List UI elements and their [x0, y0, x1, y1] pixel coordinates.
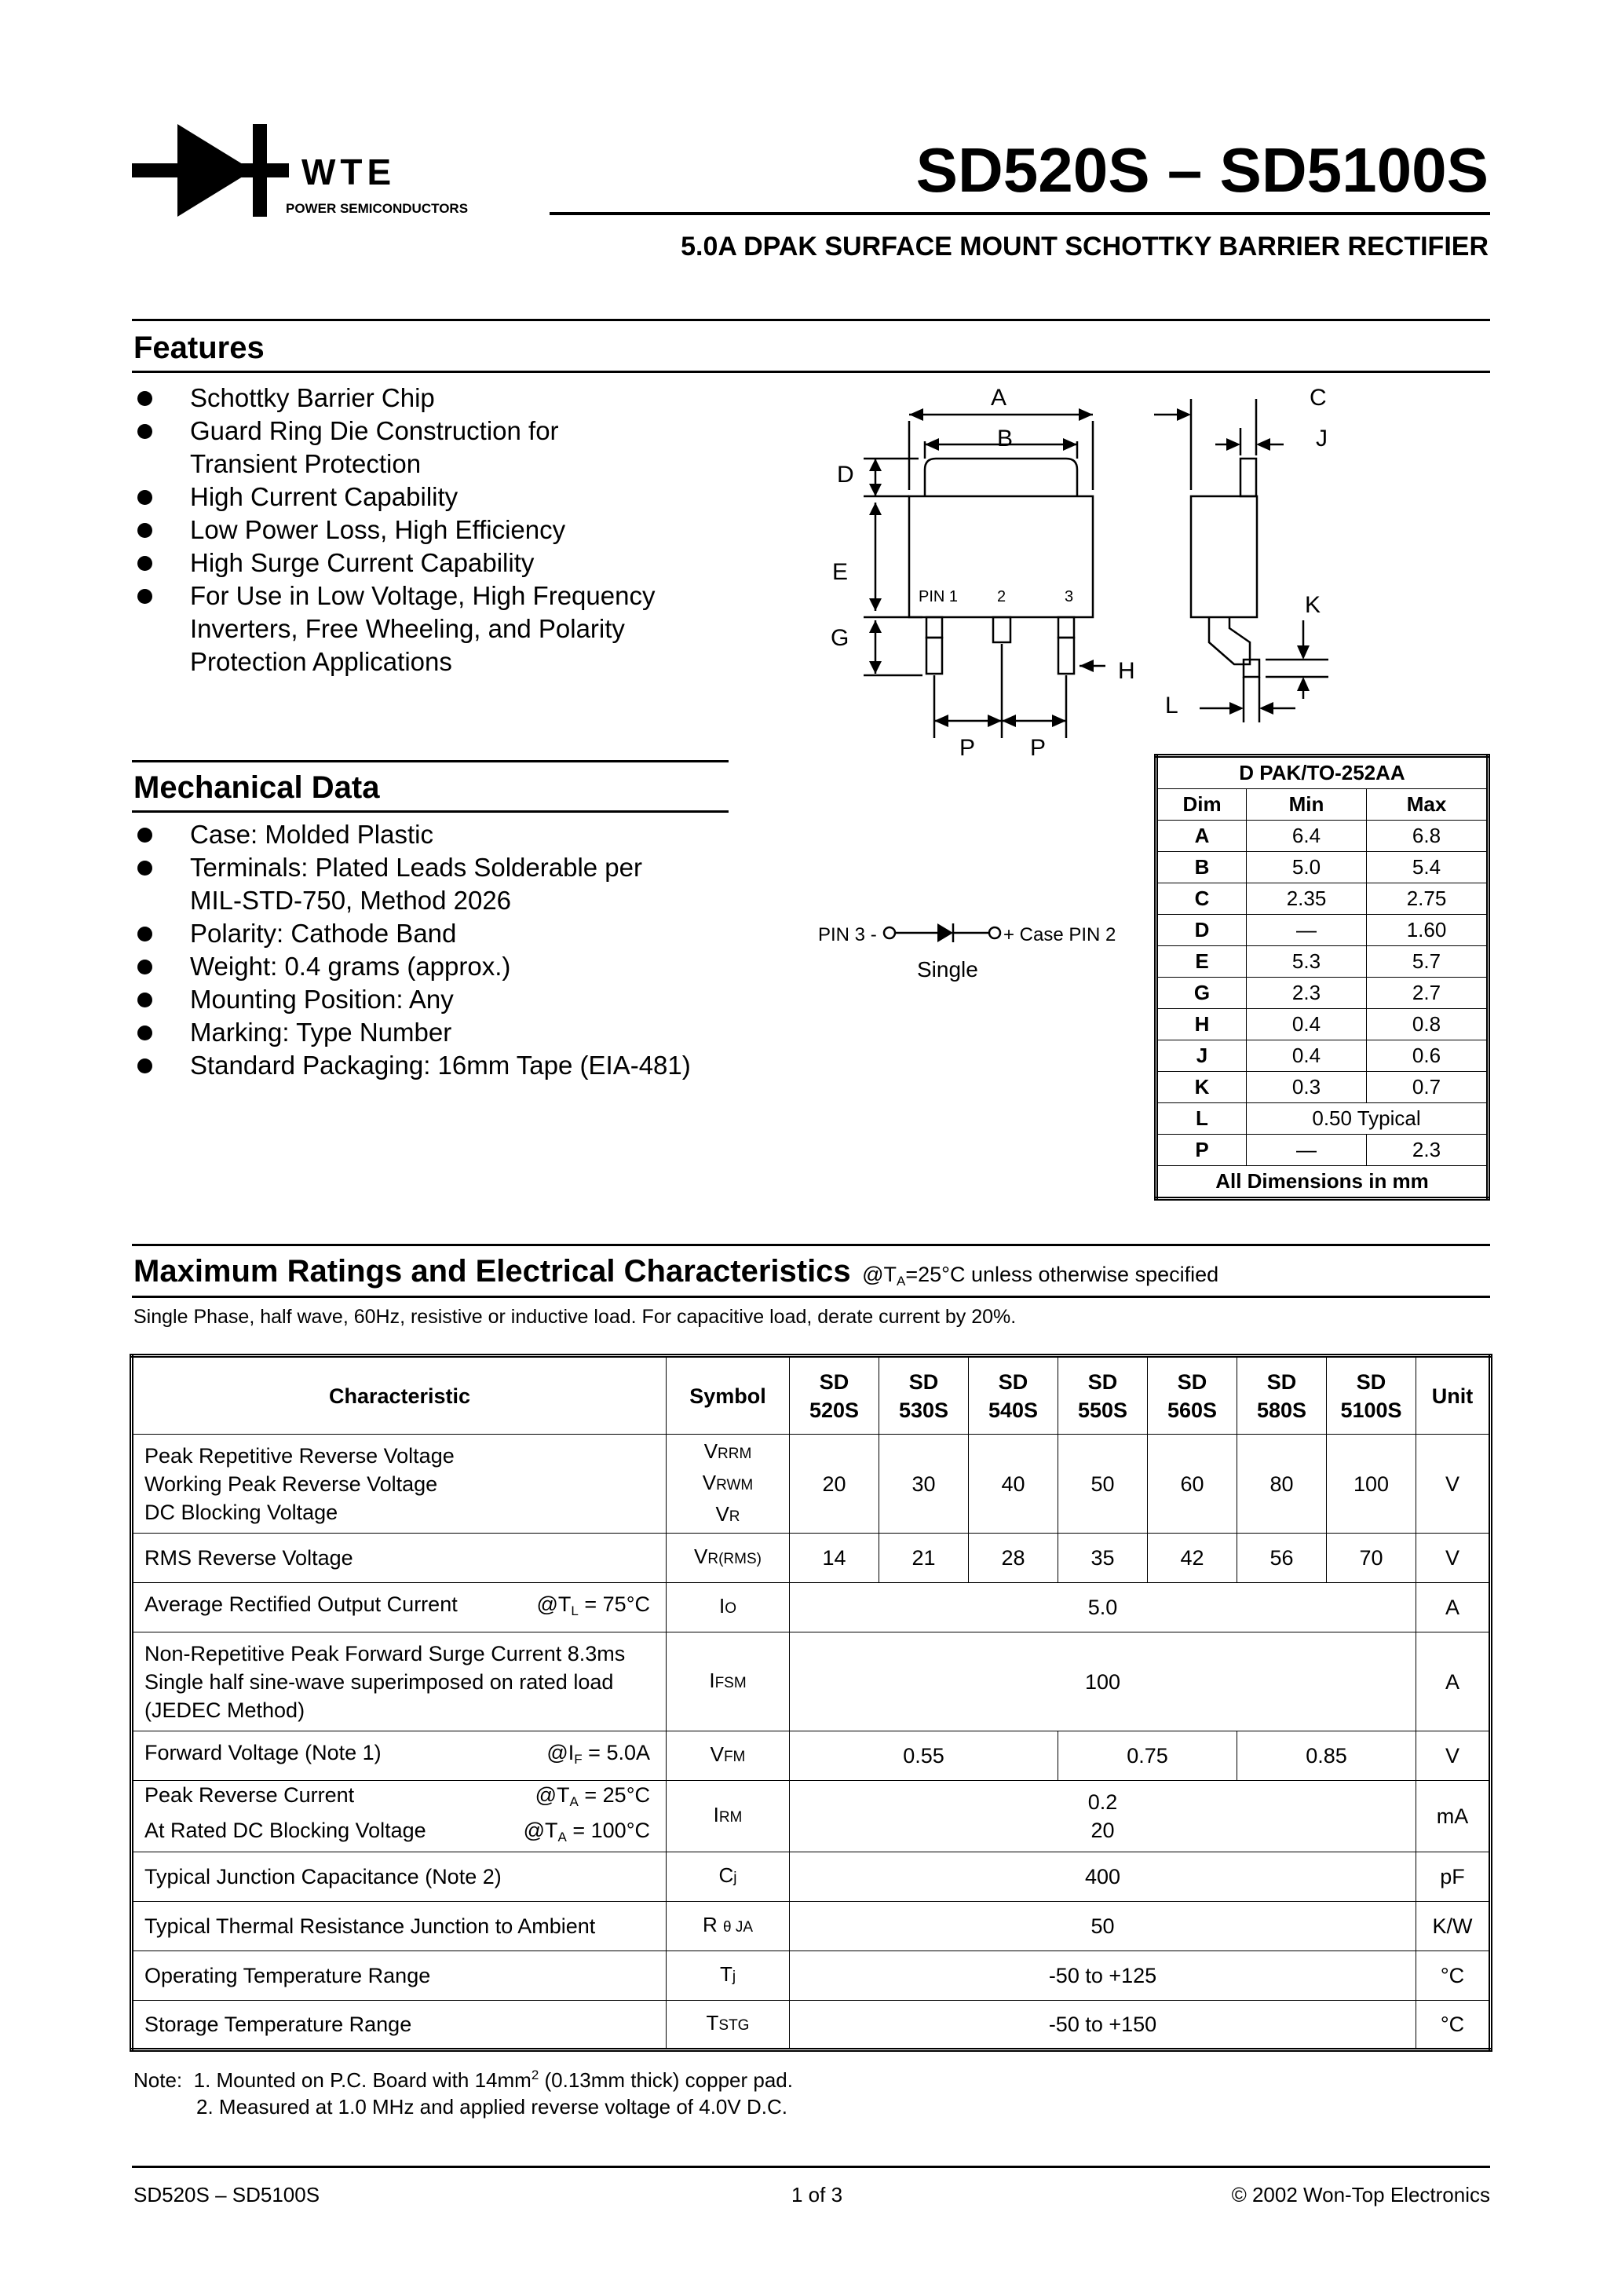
- table-row: [1156, 1166, 1489, 1199]
- list-item: Low Power Loss, High Efficiency: [133, 514, 777, 547]
- mechanical-heading: Mechanical Data: [133, 770, 380, 805]
- char-junction-capacitance: Typical Junction Capacitance (Note 2): [132, 1852, 667, 1902]
- dim-label-c: C: [1310, 385, 1327, 411]
- max-cell: 2.3: [1367, 1135, 1489, 1166]
- list-item: For Use in Low Voltage, High Frequency Inverters, Free Wheeling, and Polarity Protection Applications: [133, 579, 777, 678]
- logo-subtitle: POWER SEMICONDUCTORS: [286, 201, 469, 216]
- table-row: [132, 1731, 1491, 1781]
- pin2-label: 2: [997, 588, 1006, 605]
- page-title: SD520S – SD5100S: [915, 135, 1489, 205]
- table-row: [132, 1583, 1491, 1632]
- part-header-sd550s: SD 550S: [1058, 1356, 1148, 1435]
- char-peak-repetitive-reverse-voltage: Peak Repetitive Reverse Voltage Working Peak Reverse Voltage DC Blocking Voltage: [132, 1435, 667, 1534]
- value-cell: 400: [790, 1852, 1416, 1902]
- min-cell: 0.4: [1247, 1040, 1367, 1072]
- table-header-row: [132, 1356, 1491, 1435]
- dim-label-k: K: [1305, 592, 1321, 618]
- value-cell: 30: [879, 1435, 969, 1534]
- value-cell: 80: [1237, 1435, 1327, 1534]
- list-item: Case: Molded Plastic: [133, 818, 762, 851]
- title-rule: [550, 212, 1490, 215]
- table-row: [1156, 852, 1489, 883]
- unit-cell: A: [1416, 1583, 1491, 1632]
- logo-text: WTE: [301, 152, 396, 192]
- characteristics-table: [130, 1354, 1492, 2052]
- min-cell: 0.3: [1247, 1072, 1367, 1103]
- value-cell: 0.55: [790, 1731, 1058, 1781]
- dim-cell: P: [1156, 1135, 1247, 1166]
- dim-cell: B: [1156, 852, 1247, 883]
- value-cell: 28: [969, 1534, 1058, 1583]
- table-row: [132, 1534, 1491, 1583]
- max-col-header: Max: [1367, 789, 1489, 821]
- min-cell: 2.3: [1247, 978, 1367, 1009]
- max-cell: 6.8: [1367, 821, 1489, 852]
- unit-header: Unit: [1416, 1356, 1491, 1435]
- value-cell: 21: [879, 1534, 969, 1583]
- list-item: Guard Ring Die Construction for Transient Protection: [133, 415, 777, 481]
- dim-cell: E: [1156, 946, 1247, 978]
- dimension-table: [1154, 754, 1490, 1201]
- list-item: Marking: Type Number: [133, 1016, 762, 1049]
- table-row: [132, 1902, 1491, 1951]
- min-cell: 6.4: [1247, 821, 1367, 852]
- max-cell: 2.75: [1367, 883, 1489, 915]
- ratings-top-rule: [132, 1244, 1490, 1246]
- min-col-header: Min: [1247, 789, 1367, 821]
- mechanical-list: [133, 818, 762, 1082]
- char-storage-temperature: Storage Temperature Range: [132, 2001, 667, 2050]
- unit-cell: V: [1416, 1731, 1491, 1781]
- table-row: [1156, 1009, 1489, 1040]
- part-header-sd530s: SD 530S: [879, 1356, 969, 1435]
- part-header-sd580s: SD 580S: [1237, 1356, 1327, 1435]
- table-row: [132, 1632, 1491, 1731]
- table-row: [1156, 1135, 1489, 1166]
- footer-page-number: 1 of 3: [791, 2183, 843, 2206]
- note-1: Note: 1. Mounted on P.C. Board with $14mm^2$ (0.13mm thick) copper pad.: [133, 2067, 793, 2092]
- symbol-rthja: R θ JA: [667, 1902, 790, 1951]
- max-cell: 1.60: [1367, 915, 1489, 946]
- char-forward-voltage: Forward Voltage (Note 1) @IF = 5.0A: [132, 1731, 667, 1781]
- max-cell: 0.7: [1367, 1072, 1489, 1103]
- unit-cell: pF: [1416, 1852, 1491, 1902]
- value-cell: 56: [1237, 1534, 1327, 1583]
- ratings-note-line: Single Phase, half wave, 60Hz, resistive or inductive load. For capacitive load, derate current by 20%.: [133, 1306, 1017, 1328]
- unit-cell: °C: [1416, 2001, 1491, 2050]
- list-item: Terminals: Plated Leads Solderable per MIL-STD-750, Method 2026: [133, 851, 762, 917]
- value-cell: -50 to +125: [790, 1951, 1416, 2001]
- dim-table-footer: All Dimensions in mm: [1156, 1166, 1489, 1199]
- dim-label-a: A: [991, 385, 1007, 411]
- part-header-sd540s: SD 540S: [969, 1356, 1058, 1435]
- max-cell: 0.8: [1367, 1009, 1489, 1040]
- dim-label-l: L: [1165, 693, 1178, 718]
- value-cell: 100: [1327, 1435, 1416, 1534]
- value-cell: 5.0: [790, 1583, 1416, 1632]
- part-header-sd5100s: SD 5100S: [1327, 1356, 1416, 1435]
- max-cell: 0.6: [1367, 1040, 1489, 1072]
- dim-label-e: E: [832, 559, 849, 585]
- value-cell: 0.2 20: [790, 1781, 1416, 1852]
- value-cell: 14: [790, 1534, 879, 1583]
- min-cell: 5.0: [1247, 852, 1367, 883]
- value-cell: 50: [790, 1902, 1416, 1951]
- dim-cell: C: [1156, 883, 1247, 915]
- symbol-vrrms: VR(RMS): [667, 1534, 790, 1583]
- value-cell: 42: [1148, 1534, 1237, 1583]
- note-2: 2. Measured at 1.0 MHz and applied reverse voltage of 4.0V D.C.: [196, 2095, 787, 2119]
- symbol-cj: Cj: [667, 1852, 790, 1902]
- max-cell: 5.7: [1367, 946, 1489, 978]
- char-average-rectified-output-current: Average Rectified Output Current @TL = 75°C: [132, 1583, 667, 1632]
- value-cell: 100: [790, 1632, 1416, 1731]
- value-cell: 60: [1148, 1435, 1237, 1534]
- char-rms-reverse-voltage: RMS Reverse Voltage: [132, 1534, 667, 1583]
- dim-label-h: H: [1118, 658, 1135, 684]
- char-peak-reverse-current: Peak Reverse Current @TA = 25°C At Rated DC Blocking Voltage @TA = 100°C: [132, 1781, 667, 1852]
- min-cell: 5.3: [1247, 946, 1367, 978]
- symbol-io: IO: [667, 1583, 790, 1632]
- dim-cell: J: [1156, 1040, 1247, 1072]
- pin1-label: PIN 1: [919, 588, 959, 605]
- dim-label-d: D: [837, 462, 854, 488]
- max-cell: 2.7: [1367, 978, 1489, 1009]
- list-item: Polarity: Cathode Band: [133, 917, 762, 950]
- symbol-header: Symbol: [667, 1356, 790, 1435]
- table-row: [1156, 915, 1489, 946]
- typical-cell: 0.50 Typical: [1247, 1103, 1489, 1135]
- symbol-vrrm: VRRM VRWM VR: [667, 1435, 790, 1534]
- dim-cell: G: [1156, 978, 1247, 1009]
- footer-rule: [132, 2166, 1490, 2168]
- part-header-sd560s: SD 560S: [1148, 1356, 1237, 1435]
- unit-cell: A: [1416, 1632, 1491, 1731]
- min-cell: —: [1247, 1135, 1367, 1166]
- unit-cell: mA: [1416, 1781, 1491, 1852]
- value-cell: 35: [1058, 1534, 1148, 1583]
- symbol-tj: Tj: [667, 1951, 790, 2001]
- table-row: [1156, 946, 1489, 978]
- notes-block: [133, 2062, 793, 2120]
- list-item: Standard Packaging: 16mm Tape (EIA-481): [133, 1049, 762, 1082]
- features-bottom-rule: [132, 371, 1490, 373]
- ratings-bottom-rule: [132, 1296, 1490, 1298]
- package-outline-diagram: [816, 377, 1492, 762]
- table-row: [1156, 1103, 1489, 1135]
- symbol-tstg: TSTG: [667, 2001, 790, 2050]
- dim-cell: H: [1156, 1009, 1247, 1040]
- schematic-left-label: PIN 3 -: [818, 924, 877, 945]
- table-row: [132, 2001, 1491, 2050]
- mechanical-top-rule: [132, 760, 729, 762]
- min-cell: 0.4: [1247, 1009, 1367, 1040]
- char-operating-temperature: Operating Temperature Range: [132, 1951, 667, 2001]
- value-cell: 0.75: [1058, 1731, 1237, 1781]
- features-list: [133, 382, 777, 678]
- list-item: Mounting Position: Any: [133, 983, 762, 1016]
- dim-cell: D: [1156, 915, 1247, 946]
- list-item: High Surge Current Capability: [133, 547, 777, 579]
- wte-logo-mark: [132, 122, 289, 218]
- unit-cell: K/W: [1416, 1902, 1491, 1951]
- min-cell: 2.35: [1247, 883, 1367, 915]
- symbol-ifsm: IFSM: [667, 1632, 790, 1731]
- dim-table-title: D PAK/TO-252AA: [1156, 756, 1489, 789]
- value-cell: 20: [790, 1435, 879, 1534]
- table-row: [132, 1781, 1491, 1852]
- schematic-caption: Single: [917, 957, 978, 982]
- table-row: [132, 1852, 1491, 1902]
- char-peak-forward-surge-current: Non-Repetitive Peak Forward Surge Current 8.3ms Single half sine-wave superimposed on rated load (JEDEC Method): [132, 1632, 667, 1731]
- min-cell: —: [1247, 915, 1367, 946]
- symbol-irm: IRM: [667, 1781, 790, 1852]
- ratings-heading: Maximum Ratings and Electrical Characteristics: [133, 1254, 851, 1289]
- table-row: [1156, 821, 1489, 852]
- value-cell: -50 to +150: [790, 2001, 1416, 2050]
- pin3-label: 3: [1065, 588, 1074, 605]
- dim-cell: K: [1156, 1072, 1247, 1103]
- dim-cell: L: [1156, 1103, 1247, 1135]
- characteristic-header: Characteristic: [132, 1356, 667, 1435]
- features-top-rule: [132, 319, 1490, 321]
- symbol-vfm: VFM: [667, 1731, 790, 1781]
- value-cell: 50: [1058, 1435, 1148, 1534]
- unit-cell: °C: [1416, 1951, 1491, 2001]
- max-cell: 5.4: [1367, 852, 1489, 883]
- value-cell: 40: [969, 1435, 1058, 1534]
- dim-cell: A: [1156, 821, 1247, 852]
- footer-copyright: © 2002 Won-Top Electronics: [1231, 2183, 1490, 2206]
- ratings-heading-line: [133, 1250, 1218, 1303]
- diode-schematic: [816, 919, 1131, 989]
- dim-label-g: G: [831, 625, 849, 651]
- table-row: [1156, 978, 1489, 1009]
- list-item: Schottky Barrier Chip: [133, 382, 777, 415]
- dim-label-b: B: [997, 426, 1014, 452]
- table-row: [1156, 883, 1489, 915]
- table-row: [1156, 1072, 1489, 1103]
- list-item: High Current Capability: [133, 481, 777, 514]
- ratings-condition: @TA=25°C unless otherwise specified: [862, 1263, 1219, 1289]
- part-header-sd520s: SD 520S: [790, 1356, 879, 1435]
- features-heading: Features: [133, 331, 265, 365]
- schematic-right-label: + Case PIN 2: [1003, 924, 1116, 945]
- char-thermal-resistance: Typical Thermal Resistance Junction to Ambient: [132, 1902, 667, 1951]
- page-subtitle: 5.0A DPAK SURFACE MOUNT SCHOTTKY BARRIER RECTIFIER: [681, 232, 1489, 261]
- table-row: [132, 1435, 1491, 1534]
- mechanical-bottom-rule: [132, 810, 729, 813]
- dim-label-p2: P: [1030, 735, 1047, 761]
- unit-cell: V: [1416, 1534, 1491, 1583]
- dim-label-j: J: [1316, 426, 1328, 452]
- value-cell: 0.85: [1237, 1731, 1416, 1781]
- unit-cell: V: [1416, 1435, 1491, 1534]
- list-item: Weight: 0.4 grams (approx.): [133, 950, 762, 983]
- table-row: [132, 1951, 1491, 2001]
- dim-col-header: Dim: [1156, 789, 1247, 821]
- footer-left: SD520S – SD5100S: [133, 2183, 320, 2206]
- value-cell: 70: [1327, 1534, 1416, 1583]
- table-row: [1156, 1040, 1489, 1072]
- dim-label-p1: P: [959, 735, 976, 761]
